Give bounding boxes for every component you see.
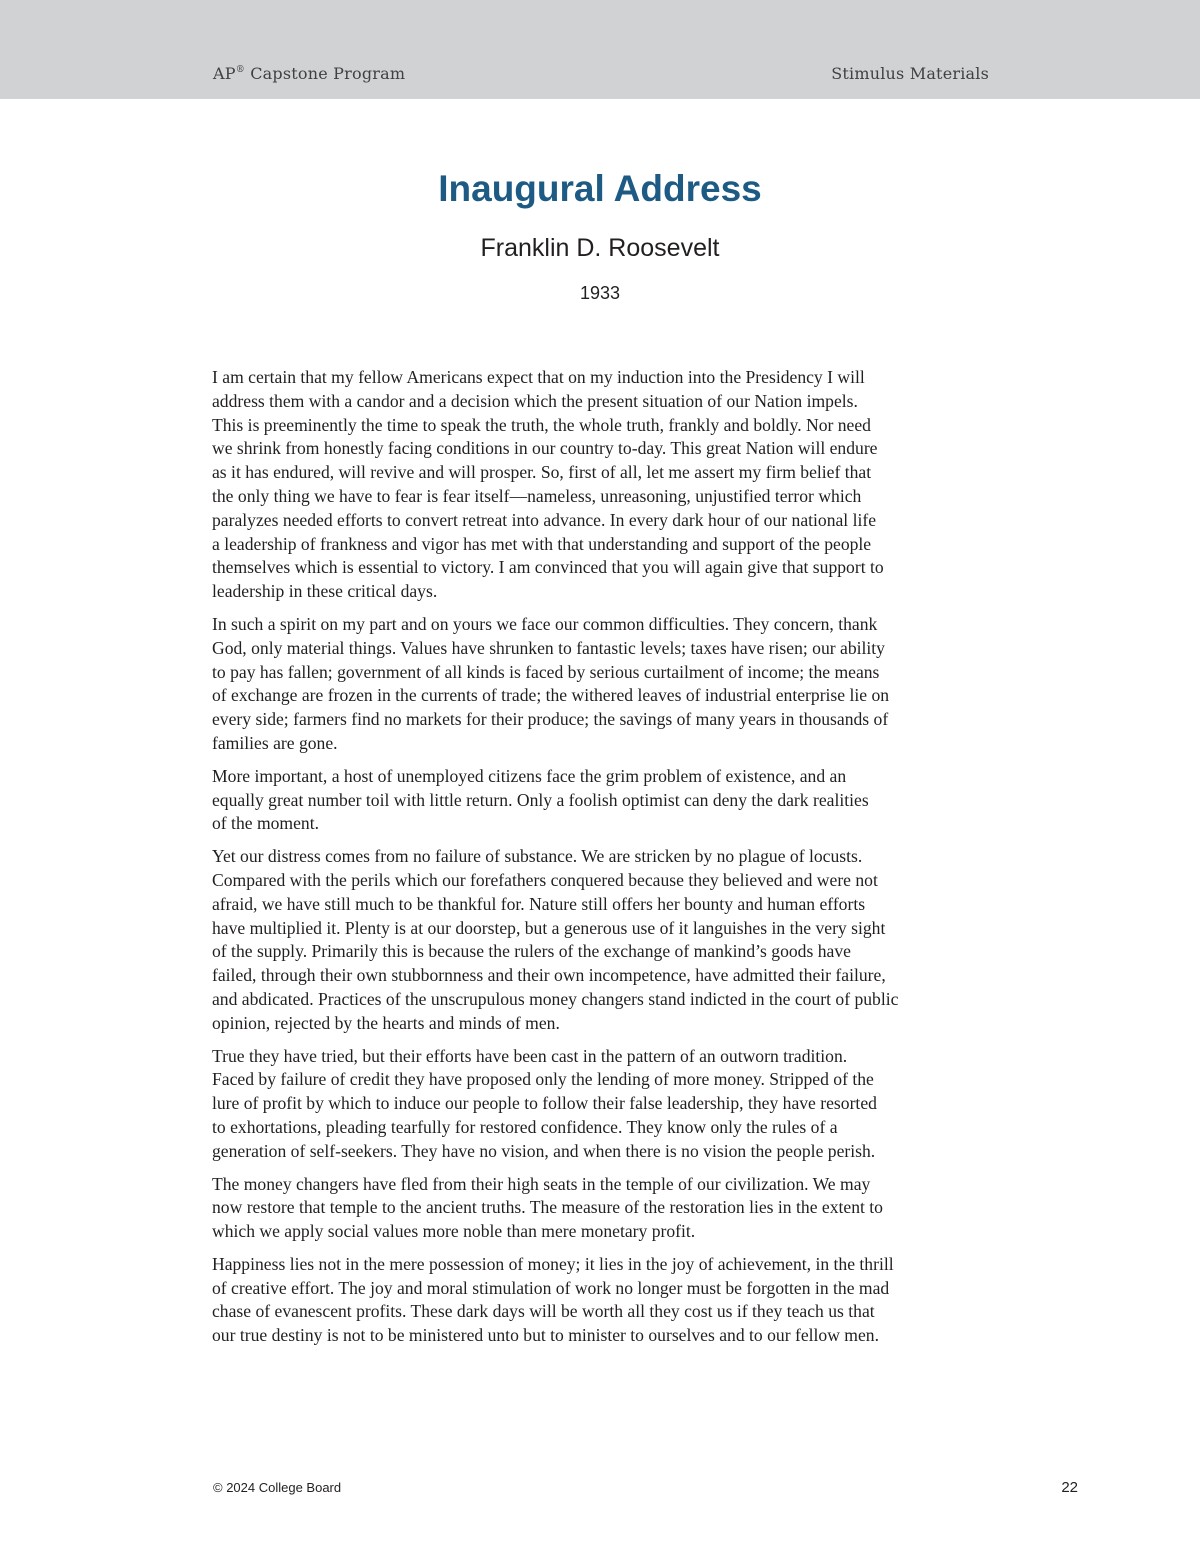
speech-body: [212, 366, 990, 1357]
document-title: Inaugural Address: [438, 168, 762, 209]
paragraph: In such a spirit on my part and on yours we face our common difficulties. They concern, thank God, only material things. Values have shrunken to fantastic levels; taxes have risen; our ability to pay has fallen; government of all kinds is faced by serious curtailment of income; the means of exchange are frozen in the currents of trade; the withered leaves of industrial enterprise lie on every side; farmers find no markets for their produce; the savings of many years in thousands of families are gone.: [212, 613, 890, 753]
paragraph: The money changers have fled from their high seats in the temple of our civilization. We may now restore that temple to the ancient truths. The measure of the restoration lies in the extent to which we apply social values more noble than mere monetary profit.: [212, 1173, 883, 1242]
copyright-notice: © 2024 College Board: [213, 1480, 342, 1495]
paragraph: More important, a host of unemployed citizens face the grim problem of existence, and an equally great number toil with little return. Only a foolish optimist can deny the dark realities of the moment.: [212, 765, 869, 834]
program-name: [213, 64, 405, 83]
section-label: Stimulus Materials: [831, 64, 989, 83]
paragraph: I am certain that my fellow Americans expect that on my induction into the Presidency I will address them with a candor and a decision which the present situation of our Nation impels. This is preeminently the time to speak the truth, the whole truth, frankly and boldly. Nor need we shrink from honestly facing conditions in our country to-day. This great Nation will endure as it has endured, will revive and will prosper. So, first of all, let me assert my firm belief that the only thing we have to fear is fear itself—nameless, unreasoning, unjustified terror which paralyzes needed efforts to convert retreat into advance. In every dark hour of our national life a leadership of frankness and vigor has met with that understanding and support of the people themselves which is essential to victory. I am convinced that you will again give that support to leadership in these critical days.: [212, 367, 884, 602]
paragraph: True they have tried, but their efforts have been cast in the pattern of an outworn tradition. Faced by failure of credit they have proposed only the lending of more money. Stripped of the lure of profit by which to induce our people to follow their false leadership, they have resorted to exhortations, pleading tearfully for restored confidence. They know only the rules of a generation of self-seekers. They have no vision, and when there is no vision the people perish.: [212, 1045, 877, 1161]
document-author: Franklin D. Roosevelt: [480, 234, 720, 262]
registered-mark: ®: [235, 65, 245, 75]
paragraph: Happiness lies not in the mere possession of money; it lies in the joy of achievement, in the thrill of creative effort. The joy and moral stimulation of work no longer must be forgotten in the mad chase of evanescent profits. These dark days will be worth all they cost us if they teach us that our true destiny is not to be ministered unto but to minister to ourselves and to our fellow men.: [212, 1253, 894, 1346]
document-year: 1933: [579, 283, 621, 303]
paragraph: Yet our distress comes from no failure of substance. We are stricken by no plague of locusts. Compared with the perils which our forefathers conquered because they believed and were not afraid, we have still much to be thankful for. Nature still offers her bounty and human efforts have multiplied it. Plenty is at our doorstep, but a generous use of it languishes in the very sight of the supply. Primarily this is because the rulers of the exchange of mankind’s goods have failed, through their own stubbornness and their own incompetence, have admitted their failure, and abdicated. Practices of the unscrupulous money changers stand indicted in the court of public opinion, rejected by the hearts and minds of men.: [212, 846, 899, 1033]
program-suffix: Capstone Program: [244, 64, 406, 83]
header-band: [0, 0, 1200, 99]
page-number: 22: [1061, 1479, 1078, 1496]
program-prefix: AP: [213, 64, 236, 83]
